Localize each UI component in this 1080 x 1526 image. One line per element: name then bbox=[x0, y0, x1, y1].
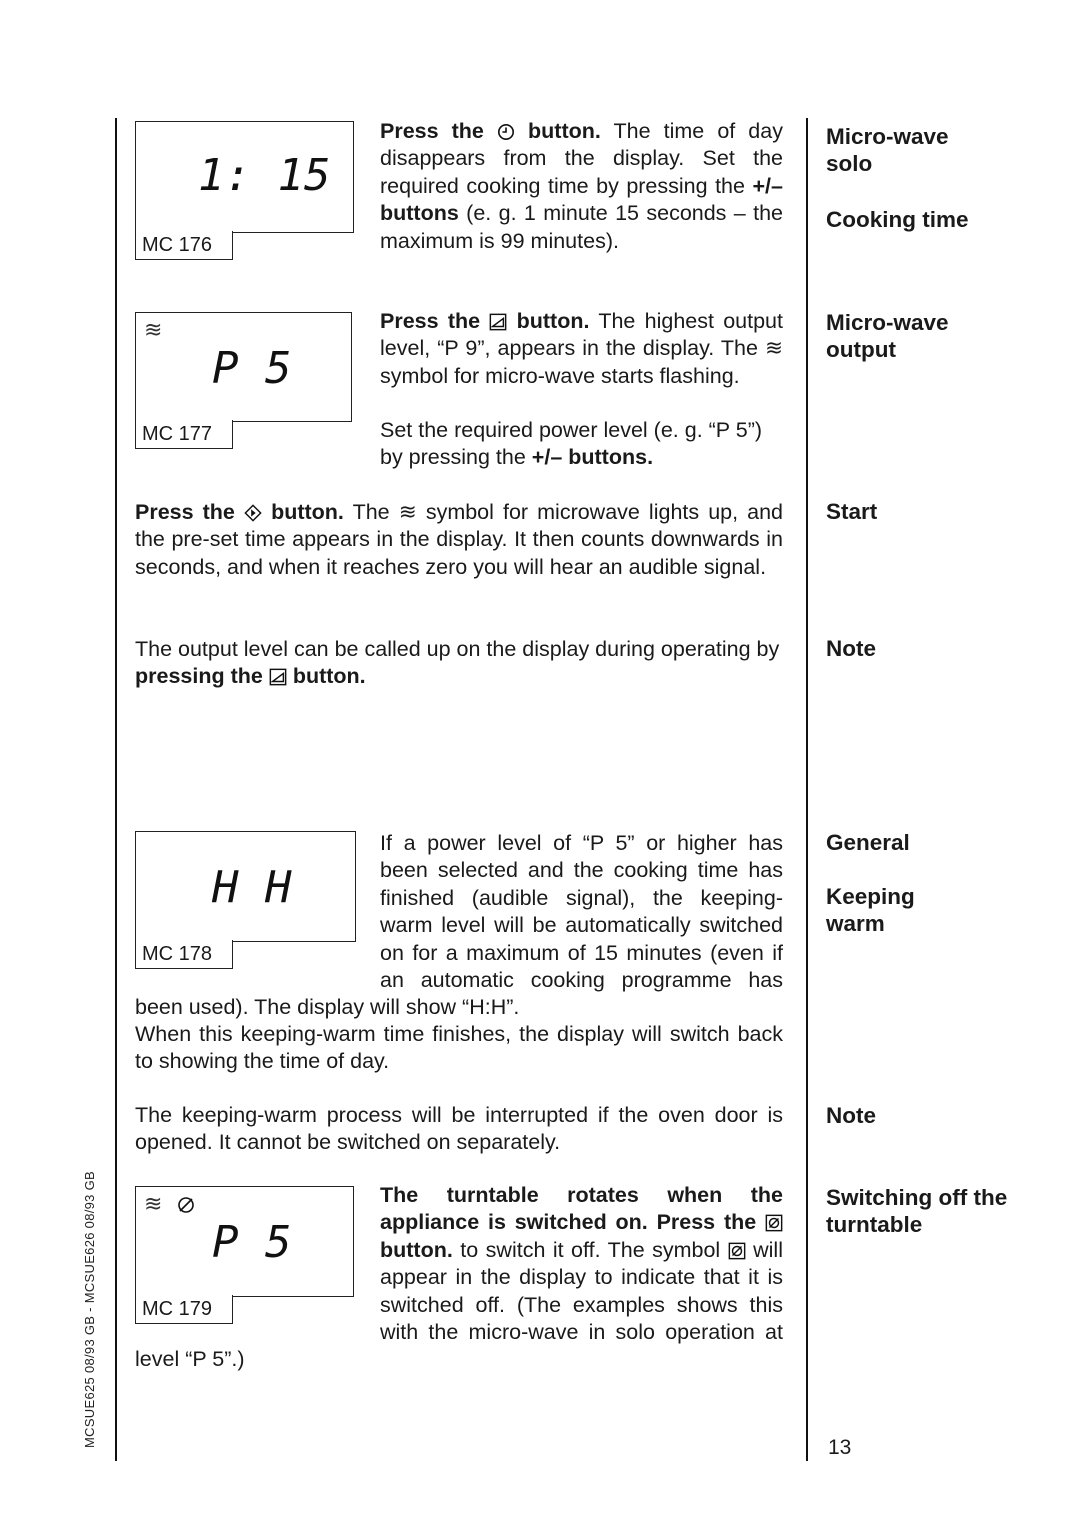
microwave-icon: ≋ bbox=[144, 317, 163, 342]
heading-keeping-warm: Keeping warm bbox=[826, 884, 915, 936]
document-code: MCSUE625 08/93 GB - MCSUE626 08/93 GB bbox=[82, 1170, 97, 1448]
clock-icon bbox=[497, 123, 515, 141]
heading-cooking-time: Cooking time bbox=[826, 207, 969, 232]
paragraph-note: The output level can be called up on the display during operating by pressing the button. bbox=[135, 637, 780, 689]
turntable-off-icon bbox=[728, 1242, 746, 1260]
paragraph-cooking-time: Press the button. The time of day disappears from the display. Set the required cooking time by pressing the +/– buttons (e. g. 1 minute 15 seconds – the maximum is 99 minutes). bbox=[380, 119, 783, 253]
paragraph-interrupt-note: The keeping-warm process will be interrupted if the oven door is opened. It cannot be switched on separately. bbox=[135, 1103, 783, 1155]
paragraph-set-power: Set the required power level (e. g. “P 5”) by pressing the +/– buttons. bbox=[380, 418, 763, 470]
heading-switching-off-turntable: Switching off the turntable bbox=[826, 1185, 1008, 1237]
display-mc177 bbox=[135, 312, 352, 422]
display-digits: H H bbox=[212, 862, 292, 913]
microwave-icon: ≋ bbox=[398, 500, 417, 524]
turntable-off-icon bbox=[765, 1214, 783, 1232]
heading-note: Note bbox=[826, 636, 876, 661]
paragraph-microwave-output: Press the button. The highest output level, “P 9”, appears in the display. The ≋ symbol for micro-wave starts flashing. bbox=[380, 309, 783, 388]
start-icon bbox=[244, 504, 262, 522]
display-digits: P 5 bbox=[212, 343, 292, 394]
paragraph-keeping-warm: If a power level of “P 5” or higher has been selected and the cooking time has finished (audible signal), the keeping-warm level will be automatically switched on for a maximum of 15 minutes (even if an automatic cooking programme has been used). The display will show “H:H”. bbox=[135, 831, 783, 1020]
right-margin-rule bbox=[806, 118, 808, 1461]
power-level-icon bbox=[269, 668, 287, 686]
heading-note: Note bbox=[826, 1103, 876, 1128]
display-label: MC 177 bbox=[135, 420, 233, 449]
power-level-icon bbox=[489, 313, 507, 331]
microwave-icon: ≋ bbox=[764, 336, 783, 361]
display-digits: P 5 bbox=[212, 1217, 292, 1268]
heading-micro-wave-solo: Micro-wave solo bbox=[826, 124, 949, 176]
paragraph-turntable: The turntable rotates when the appliance is switched on. Press the button. to switch it off. The symbol will appear in the display to indicate that it is switched off. (The examples shows this with the micro-wave in solo operation at level “P 5”.) bbox=[135, 1183, 783, 1372]
microwave-icon: ≋ bbox=[144, 1191, 163, 1216]
heading-start: Start bbox=[826, 499, 878, 524]
display-mc176 bbox=[135, 121, 354, 233]
heading-general: General bbox=[826, 830, 910, 855]
heading-micro-wave-output: Micro-wave output bbox=[826, 310, 949, 362]
paragraph-keeping-warm-end: When this keeping-warm time finishes, the display will switch back to showing the time of day. bbox=[135, 1022, 783, 1074]
page-number: 13 bbox=[828, 1436, 852, 1459]
left-margin-rule bbox=[115, 118, 117, 1461]
paragraph-start: Press the button. The ≋ symbol for microwave lights up, and the pre-set time appears in the display. It then counts downwards in seconds, and when it reaches zero you will hear an audible signal. bbox=[135, 500, 784, 579]
display-label: MC 179 bbox=[135, 1295, 233, 1324]
display-label: MC 176 bbox=[135, 231, 233, 260]
display-digits: 1: 15 bbox=[198, 150, 331, 201]
display-label: MC 178 bbox=[135, 940, 233, 969]
